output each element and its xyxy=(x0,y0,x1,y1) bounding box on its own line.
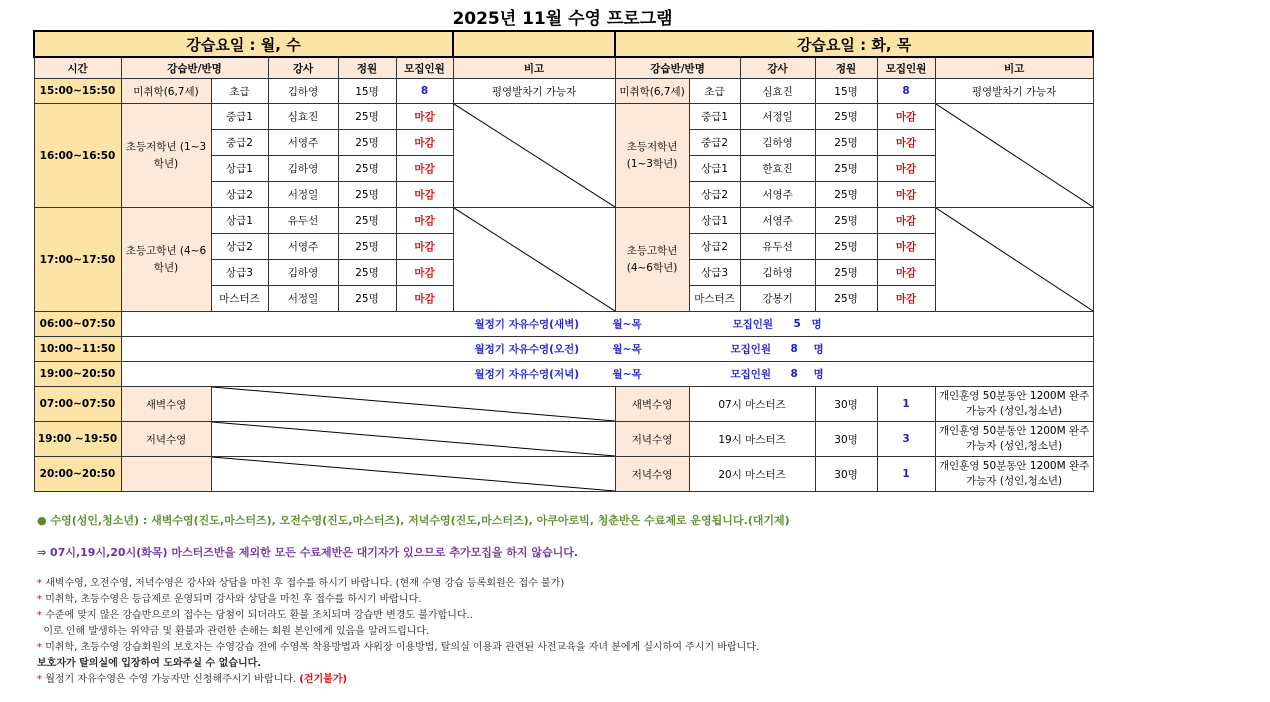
free-swim-name: 월정기 자유수영(저녁) xyxy=(474,368,580,381)
teacher-cell: 심효진 xyxy=(740,79,815,104)
free-swim-row xyxy=(34,312,1093,337)
free-swim-row xyxy=(34,337,1093,362)
recruit-cell: 마감 xyxy=(877,208,935,234)
recruit-cell: 마감 xyxy=(877,182,935,208)
level-cell: 상급1 xyxy=(689,208,740,234)
recruit-cell: 마감 xyxy=(396,234,453,260)
teacher-cell: 강봉기 xyxy=(740,286,815,312)
asterisk-icon: * xyxy=(37,594,42,605)
recruit-cell: 마감 xyxy=(396,208,453,234)
free-swim-label: 모집인원 xyxy=(732,318,774,331)
capacity-cell: 25명 xyxy=(338,286,396,312)
capacity-cell: 25명 xyxy=(338,104,396,130)
list-item: * 미취학, 초등수영은 등급제로 운영되며 강사와 상담을 마친 후 접수를 하시기 바랍니다. xyxy=(37,594,422,605)
free-swim-days: 월~목 xyxy=(612,368,642,381)
teacher-cell: 김하영 xyxy=(268,156,338,182)
header-time: 시간 xyxy=(34,57,121,79)
asterisk-icon: * xyxy=(37,674,42,685)
note-red-tail: (걷기불가) xyxy=(299,674,348,685)
level-cell: 상급2 xyxy=(689,234,740,260)
level-cell: 중급2 xyxy=(689,130,740,156)
weekday-mon-wed: 강습요일 : 월, 수 xyxy=(34,31,453,57)
recruit-cell: 마감 xyxy=(396,104,453,130)
time-cell: 10:00~11:50 xyxy=(34,337,121,362)
free-swim-days: 월~목 xyxy=(612,343,642,356)
recruit-cell: 1 xyxy=(877,457,935,492)
free-swim-row xyxy=(34,362,1093,387)
capacity-cell: 25명 xyxy=(338,130,396,156)
capacity-cell: 25명 xyxy=(338,260,396,286)
header-row xyxy=(34,57,1093,79)
free-swim-days: 월~목 xyxy=(612,318,642,331)
level-cell: 초급 xyxy=(211,79,268,104)
note-purple: ⇒ 07시,19시,20시(화목) 마스터즈반을 제외한 모든 수료제반은 대기자가 있으므로 추가모집을 하지 않습니다. xyxy=(37,546,579,559)
recruit-cell: 1 xyxy=(877,387,935,422)
teacher-cell: 서정일 xyxy=(268,286,338,312)
group-cell: 미취학(6,7세) xyxy=(121,79,211,104)
level-cell: 중급1 xyxy=(211,104,268,130)
teacher-cell: 서영주 xyxy=(268,130,338,156)
capacity-cell: 15명 xyxy=(815,79,877,104)
note-cell-empty xyxy=(211,387,615,422)
teacher-cell: 김하영 xyxy=(268,79,338,104)
capacity-cell: 25명 xyxy=(815,234,877,260)
capacity-cell: 25명 xyxy=(815,182,877,208)
recruit-cell: 마감 xyxy=(877,130,935,156)
group-cell: 저녁수영 xyxy=(615,422,689,457)
header-note-left: 비고 xyxy=(453,57,615,79)
capacity-cell: 25명 xyxy=(815,208,877,234)
note-cell-empty xyxy=(935,208,1093,312)
capacity-cell: 30명 xyxy=(815,387,877,422)
free-swim-info xyxy=(121,312,1093,337)
asterisk-icon: * xyxy=(37,610,42,621)
recruit-cell: 마감 xyxy=(877,234,935,260)
free-swim-info xyxy=(121,337,1093,362)
free-swim-label: 모집인원 xyxy=(730,343,772,356)
recruit-cell: 3 xyxy=(877,422,935,457)
free-swim-count: 8 xyxy=(790,368,798,380)
teacher-cell: 서영주 xyxy=(740,208,815,234)
group-cell: 초등저학년 (1~3학년) xyxy=(121,104,211,208)
level-cell: 중급1 xyxy=(689,104,740,130)
table-row xyxy=(34,79,1093,104)
note-cell: 평영발차기 가능자 xyxy=(453,79,615,104)
list-item: * 월정기 자유수영은 수영 가능자만 신청해주시기 바랍니다. (걷기불가) xyxy=(37,674,348,685)
weekday-tue-thu: 강습요일 : 화, 목 xyxy=(615,31,1093,57)
group-cell: 초등고학년 (4~6학년) xyxy=(615,208,689,312)
capacity-cell: 25명 xyxy=(338,208,396,234)
note-green xyxy=(37,512,1037,528)
level-cell: 상급3 xyxy=(211,260,268,286)
group-cell: 초등고학년 (4~6학년) xyxy=(121,208,211,312)
capacity-cell: 25명 xyxy=(338,234,396,260)
weekday-row xyxy=(34,31,1093,57)
recruit-cell: 마감 xyxy=(877,260,935,286)
list-item: 보호자가 탈의실에 입장하여 도와주실 수 없습니다. xyxy=(37,658,262,669)
level-cell: 상급2 xyxy=(689,182,740,208)
asterisk-icon: * xyxy=(37,578,42,589)
capacity-cell: 25명 xyxy=(815,104,877,130)
note-green-text: 수영(성인,청소년) : 새벽수영(진도,마스터즈), 오전수영(진도,마스터즈), 저녁수영(진도,마스터즈), 아쿠아로빅, 청춘반은 수료제로 운영됩니다.(대기제) xyxy=(50,514,790,527)
capacity-cell: 25명 xyxy=(815,156,877,182)
adult-row xyxy=(34,422,1093,457)
group-cell: 미취학(6,7세) xyxy=(615,79,689,104)
table-row xyxy=(34,208,1093,234)
header-capacity-right: 정원 xyxy=(815,57,877,79)
level-cell: 마스터즈 xyxy=(211,286,268,312)
level-cell: 상급1 xyxy=(211,156,268,182)
capacity-cell: 30명 xyxy=(815,422,877,457)
level-cell: 상급2 xyxy=(211,234,268,260)
teacher-cell: 심효진 xyxy=(268,104,338,130)
level-cell: 상급1 xyxy=(211,208,268,234)
recruit-cell: 마감 xyxy=(396,130,453,156)
group-cell: 초등저학년 (1~3학년) xyxy=(615,104,689,208)
free-swim-unit: 명 xyxy=(813,368,824,381)
level-cell: 마스터즈 xyxy=(689,286,740,312)
teacher-cell: 유두선 xyxy=(740,234,815,260)
free-swim-name: 월정기 자유수영(오전) xyxy=(474,343,580,356)
teacher-cell: 김하영 xyxy=(740,260,815,286)
time-cell: 15:00~15:50 xyxy=(34,79,121,104)
header-class-left: 강습반/반명 xyxy=(121,57,268,79)
notes-section xyxy=(37,512,1037,688)
teacher-cell: 서영주 xyxy=(268,234,338,260)
free-swim-unit: 명 xyxy=(811,318,822,331)
time-cell: 20:00~20:50 xyxy=(34,457,121,492)
time-cell: 16:00~16:50 xyxy=(34,104,121,208)
time-cell: 17:00~17:50 xyxy=(34,208,121,312)
free-swim-info xyxy=(121,362,1093,387)
recruit-cell: 8 xyxy=(877,79,935,104)
time-cell: 07:00~07:50 xyxy=(34,387,121,422)
free-swim-label: 모집인원 xyxy=(730,368,772,381)
weekday-gap xyxy=(453,31,615,57)
note-cell-empty xyxy=(211,457,615,492)
header-note-right: 비고 xyxy=(935,57,1093,79)
table-row xyxy=(34,104,1093,130)
capacity-cell: 15명 xyxy=(338,79,396,104)
level-cell: 중급2 xyxy=(211,130,268,156)
header-recruit-left: 모집인원 xyxy=(396,57,453,79)
note-cell: 개인훈영 50분동안 1200M 완주가능자 (성인,청소년) xyxy=(935,457,1093,492)
bullet-icon: ● xyxy=(37,514,47,527)
time-cell: 19:00 ~19:50 xyxy=(34,422,121,457)
class-cell: 19시 마스터즈 xyxy=(689,422,815,457)
list-item: * 수준에 맞지 않은 강습반으로의 접수는 당첨이 되더라도 환불 조치되며 강습반 변경도 불가합니다.. xyxy=(37,610,473,621)
schedule-table xyxy=(33,30,1094,492)
group-cell: 저녁수영 xyxy=(615,457,689,492)
header-class-right: 강습반/반명 xyxy=(615,57,740,79)
free-swim-name: 월정기 자유수영(새벽) xyxy=(474,318,580,331)
header-teacher-right: 강사 xyxy=(740,57,815,79)
note-cell-empty xyxy=(935,104,1093,208)
level-cell: 상급1 xyxy=(689,156,740,182)
teacher-cell: 유두선 xyxy=(268,208,338,234)
header-capacity-left: 정원 xyxy=(338,57,396,79)
note-cell-empty xyxy=(453,208,615,312)
class-cell: 20시 마스터즈 xyxy=(689,457,815,492)
teacher-cell: 서정일 xyxy=(268,182,338,208)
header-teacher-left: 강사 xyxy=(268,57,338,79)
asterisk-icon: * xyxy=(37,642,42,653)
recruit-cell: 마감 xyxy=(877,156,935,182)
teacher-cell: 서정일 xyxy=(740,104,815,130)
teacher-cell: 김하영 xyxy=(268,260,338,286)
recruit-cell: 마감 xyxy=(877,104,935,130)
page-title: 2025년 11월 수영 프로그램 xyxy=(452,9,673,29)
time-cell: 19:00~20:50 xyxy=(34,362,121,387)
capacity-cell: 25명 xyxy=(815,130,877,156)
teacher-cell: 서영주 xyxy=(740,182,815,208)
teacher-cell: 한효진 xyxy=(740,156,815,182)
adult-row xyxy=(34,387,1093,422)
capacity-cell: 30명 xyxy=(815,457,877,492)
capacity-cell: 25명 xyxy=(815,286,877,312)
recruit-cell: 마감 xyxy=(396,286,453,312)
note-cell-empty xyxy=(453,104,615,208)
adult-row xyxy=(34,457,1093,492)
list-item: 이로 인해 발생하는 위약금 및 환불과 관련한 손해는 회원 본인에게 있음을 알려드립니다. xyxy=(43,626,430,637)
list-item: * 새벽수영, 오전수영, 저녁수영은 강사와 상담을 마친 후 접수를 하시기 바랍니다. (현재 수영 강습 등록회원은 접수 불가) xyxy=(37,578,565,589)
teacher-cell: 김하영 xyxy=(740,130,815,156)
header-recruit-right: 모집인원 xyxy=(877,57,935,79)
list-item: * 미취학, 초등수영 강습회원의 보호자는 수영강습 전에 수영복 착용방법과 샤워장 이용방법, 탈의실 이용과 관련된 사전교육을 자녀 분에게 실시하여 주시기 바랍니다. xyxy=(37,642,760,653)
recruit-cell: 8 xyxy=(396,79,453,104)
note-cell: 개인훈영 50분동안 1200M 완주가능자 (성인,청소년) xyxy=(935,422,1093,457)
notes-list xyxy=(37,576,1037,688)
recruit-cell: 마감 xyxy=(396,260,453,286)
level-cell: 초급 xyxy=(689,79,740,104)
group-cell: 저녁수영 xyxy=(121,422,211,457)
recruit-cell: 마감 xyxy=(396,156,453,182)
capacity-cell: 25명 xyxy=(338,182,396,208)
note-cell: 평영발차기 가능자 xyxy=(935,79,1093,104)
recruit-cell: 마감 xyxy=(877,286,935,312)
group-cell xyxy=(121,457,211,492)
capacity-cell: 25명 xyxy=(815,260,877,286)
capacity-cell: 25명 xyxy=(338,156,396,182)
note-cell: 개인훈영 50분동안 1200M 완주가능자 (성인,청소년) xyxy=(935,387,1093,422)
group-cell: 새벽수영 xyxy=(121,387,211,422)
time-cell: 06:00~07:50 xyxy=(34,312,121,337)
group-cell: 새벽수영 xyxy=(615,387,689,422)
free-swim-count: 8 xyxy=(790,343,798,355)
level-cell: 상급2 xyxy=(211,182,268,208)
class-cell: 07시 마스터즈 xyxy=(689,387,815,422)
free-swim-count: 5 xyxy=(793,318,801,330)
recruit-cell: 마감 xyxy=(396,182,453,208)
free-swim-unit: 명 xyxy=(813,343,824,356)
note-cell-empty xyxy=(211,422,615,457)
level-cell: 상급3 xyxy=(689,260,740,286)
